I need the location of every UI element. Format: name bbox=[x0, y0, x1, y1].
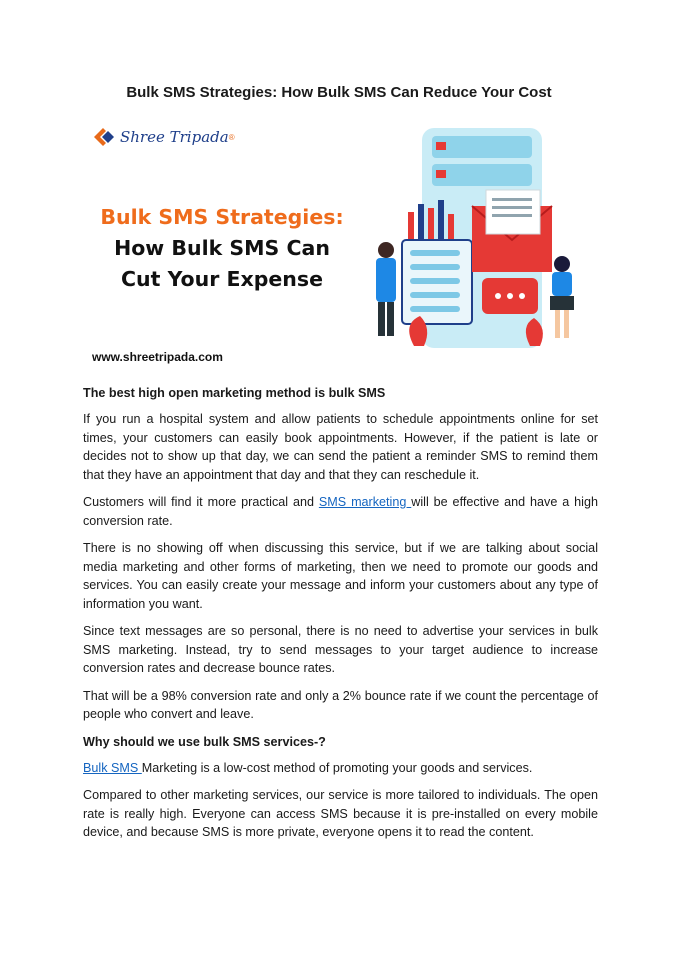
logo-registered: ® bbox=[228, 132, 235, 142]
bulk-sms-link[interactable]: Bulk SMS bbox=[83, 760, 142, 775]
banner-headline bbox=[92, 202, 352, 295]
banner-headline-line1: Bulk SMS Strategies: bbox=[100, 205, 344, 229]
heading-best-method: The best high open marketing method is bulk SMS bbox=[83, 386, 386, 400]
page-title: Bulk SMS Strategies: How Bulk SMS Can Reduce Your Cost bbox=[126, 84, 552, 101]
heading-why-use: Why should we use bulk SMS services-? bbox=[83, 734, 326, 749]
article-body bbox=[83, 384, 598, 851]
banner-headline-line2: How Bulk SMS Can bbox=[114, 236, 330, 260]
banner-image bbox=[86, 118, 592, 370]
paragraph-showing-off: There is no showing off when discussing this service, but if we are talking about social media marketing and other forms of marketing, then we need to promote our goods and services. You can easily create your message and inform your customers about any type of information you want. bbox=[83, 541, 598, 611]
sms-marketing-link[interactable]: SMS marketing bbox=[318, 495, 412, 509]
sms-illustration bbox=[362, 128, 592, 353]
banner-headline-line3: Cut Your Expense bbox=[121, 267, 323, 291]
banner-url: www.shreetripada.com bbox=[92, 350, 223, 364]
paragraph-practical bbox=[83, 493, 598, 530]
paragraph-low-cost bbox=[83, 759, 598, 778]
paragraph-low-cost-text: Marketing is a low-cost method of promoting your goods and services. bbox=[141, 760, 533, 775]
paragraph-conversion: That will be a 98% conversion rate and only a 2% bounce rate if we count the percentage of people who convert and leave. bbox=[83, 688, 598, 721]
logo-icon bbox=[92, 126, 116, 148]
logo bbox=[92, 126, 235, 148]
logo-text: Shree Tripada bbox=[120, 128, 229, 146]
paragraph-personal: Since text messages are so personal, there is no need to advertise your services in bulk SMS marketing. Instead, try to send messages to your target audience to increase conversion rates and decrease bounce rates. bbox=[83, 624, 598, 675]
paragraph-hospital: If you run a hospital system and allow patients to schedule appointments online for set times, your customers can easily book appointments. However, if the patient is late or decides not to show up that day, we can send the patient a reminder SMS to remind them that they have an appointment that day and that they can reschedule it. bbox=[83, 412, 598, 482]
paragraph-practical-text: Customers will find it more practical and bbox=[83, 495, 319, 509]
paragraph-practical-end: will be effective and have a high conversion rate. bbox=[83, 495, 598, 528]
paragraph-tailored: Compared to other marketing services, our service is more tailored to individuals. The open rate is really high. Everyone can access SMS because it is pre-installed on every mobile device, and because SMS is more private, everyone opens it to read the content. bbox=[83, 788, 598, 839]
